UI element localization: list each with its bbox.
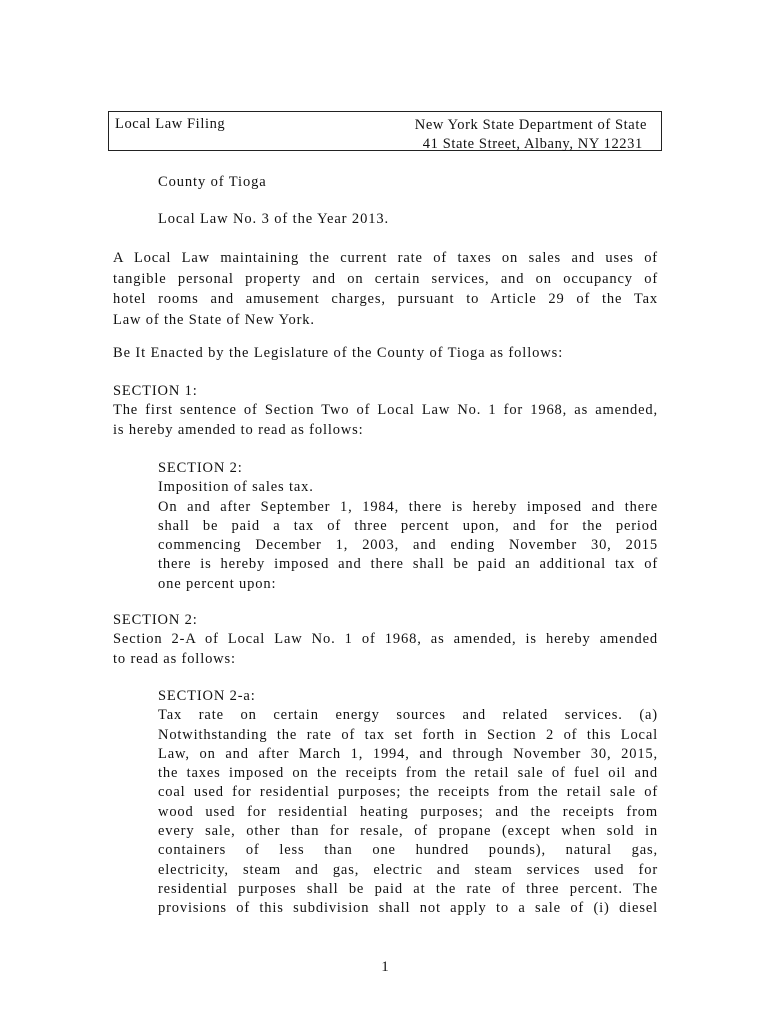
paragraph-line: shall be paid a tax of three percent upon, and for the period xyxy=(158,517,658,534)
paragraph-line: containers of less than one hundred pounds), natural gas, xyxy=(158,842,658,859)
paragraph-line: tangible personal property and on certain services, and on occupancy of xyxy=(113,270,658,287)
section-heading: SECTION 2-a: xyxy=(158,688,256,704)
paragraph-line: one percent upon: xyxy=(158,575,277,592)
paragraph-line: electricity, steam and gas, electric and steam services used for xyxy=(158,861,658,878)
department-street: 41 State Street, Albany, NY 12231 xyxy=(422,136,643,152)
county-line: County of Tioga xyxy=(158,174,267,190)
paragraph-line: there is hereby imposed and there shall be paid an additional tax of xyxy=(158,556,658,573)
section-heading: SECTION 1: xyxy=(113,383,198,399)
paragraph-line: is hereby amended to read as follows: xyxy=(113,421,364,438)
intro-paragraph xyxy=(113,248,658,330)
enacting-clause: Be It Enacted by the Legislature of the County of Tioga as follows: xyxy=(113,345,564,361)
section-title: Imposition of sales tax. xyxy=(158,479,314,496)
paragraph-line: Law, on and after March 1, 1994, and through November 30, 2015, xyxy=(158,745,658,762)
paragraph-line: commencing December 1, 2003, and ending November 30, 2015 xyxy=(158,537,658,554)
paragraph-line: Section 2-A of Local Law No. 1 of 1968, as amended, is hereby amended xyxy=(113,631,658,648)
paragraph-line: the taxes imposed on the receipts from the retail sale of fuel oil and xyxy=(158,765,658,782)
section-2-quoted-text xyxy=(158,687,658,919)
section-1-quoted-text xyxy=(158,459,658,594)
law-number-line: Local Law No. 3 of the Year 2013. xyxy=(158,211,390,227)
section-heading: SECTION 2: xyxy=(113,612,198,628)
paragraph-line: to read as follows: xyxy=(113,650,236,667)
paragraph-line: Tax rate on certain energy sources and related services. (a) xyxy=(158,707,658,724)
section-heading: SECTION 2: xyxy=(158,460,243,476)
paragraph-line: coal used for residential purposes; the receipts from the retail sale of xyxy=(158,784,658,801)
paragraph-line: provisions of this subdivision shall not apply to a sale of (i) diesel xyxy=(158,900,658,917)
section-1 xyxy=(113,382,658,440)
paragraph-line: On and after September 1, 1984, there is hereby imposed and there xyxy=(158,498,658,515)
paragraph-line: every sale, other than for resale, of propane (except when sold in xyxy=(158,823,658,840)
paragraph-line: wood used for residential heating purposes; and the receipts from xyxy=(158,803,658,820)
section-2 xyxy=(113,611,658,669)
page-number: 1 xyxy=(381,959,389,975)
filing-header-box xyxy=(108,111,662,151)
paragraph-line: Law of the State of New York. xyxy=(113,311,315,328)
paragraph-line: hotel rooms and amusement charges, pursuant to Article 29 of the Tax xyxy=(113,291,658,307)
paragraph-line: Notwithstanding the rate of tax set forth in Section 2 of this Local xyxy=(158,726,658,743)
paragraph-line: residential purposes shall be paid at the rate of three percent. The xyxy=(158,880,658,897)
department-name: New York State Department of State xyxy=(414,117,647,133)
paragraph-line: The first sentence of Section Two of Local Law No. 1 for 1968, as amended, xyxy=(113,402,658,419)
department-address xyxy=(415,116,647,154)
paragraph-line: A Local Law maintaining the current rate of taxes on sales and uses of xyxy=(113,250,658,266)
local-law-filing-label: Local Law Filing xyxy=(115,116,226,132)
